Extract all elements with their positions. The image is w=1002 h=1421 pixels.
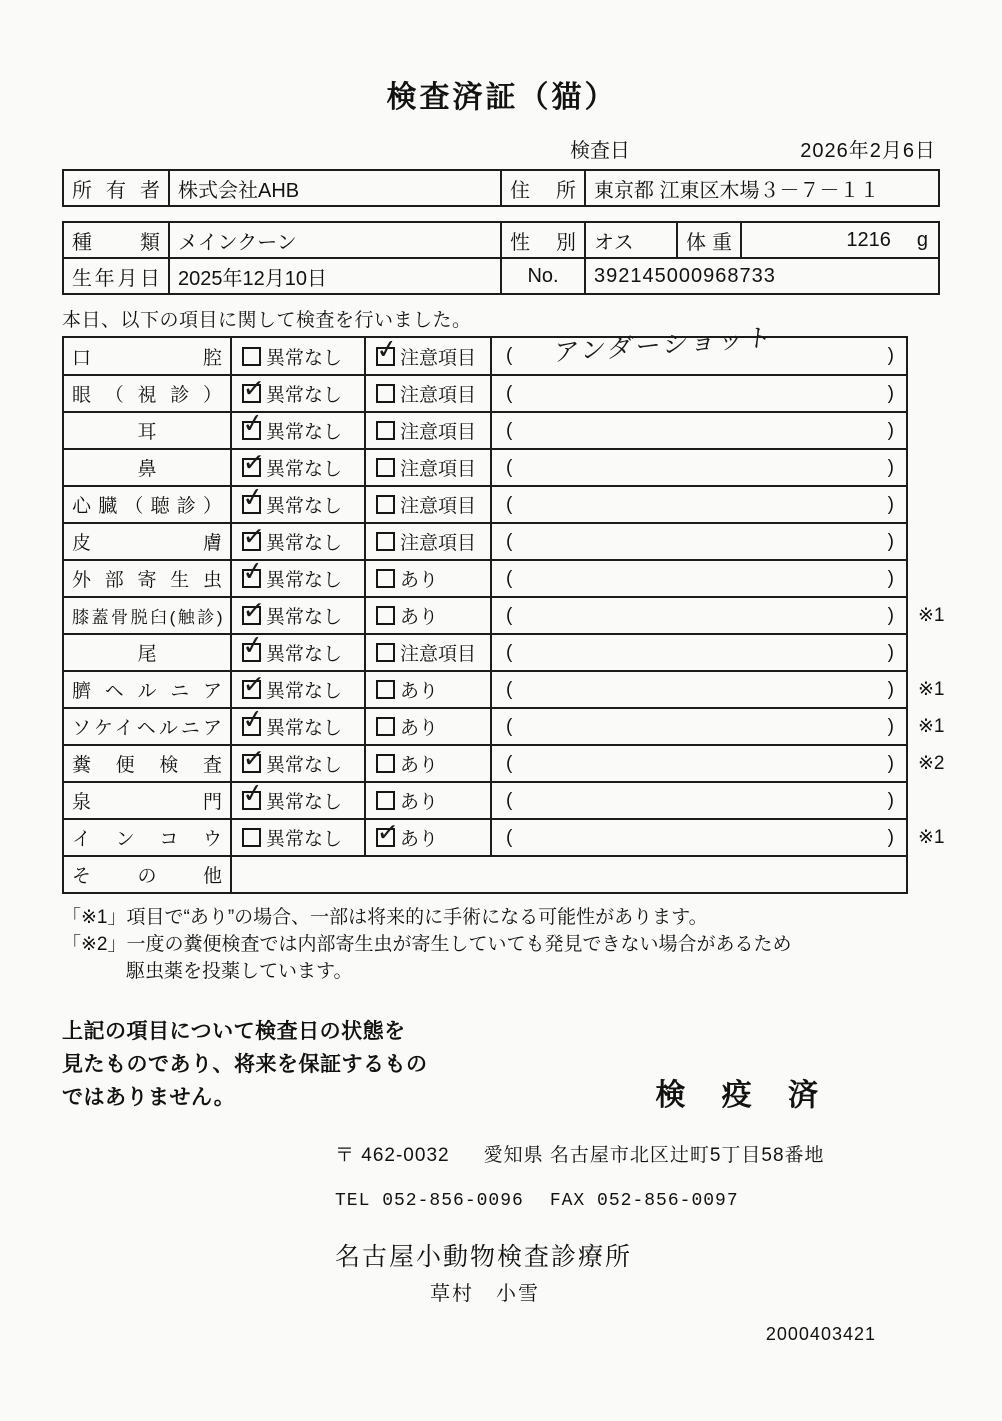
exam-item-label: 臍ヘルニア [63,671,231,708]
footnote-mark [907,375,963,412]
exam-row-inkou [63,819,963,856]
exam-row-ears [63,412,963,449]
handwritten-note: アンダーショット [552,323,777,368]
option-label: 注意項目 [400,422,477,443]
exam-item-label: 眼（視診） [63,375,231,412]
clinic-address-line [335,1140,942,1167]
address-label: 住所 [501,170,585,206]
exam-row-nose [63,449,963,486]
paren-open: ( [506,752,513,774]
paren-close: ) [887,382,894,404]
exam-row-ectoparasites [63,560,963,597]
checkbox-attention [376,495,395,514]
check-mark-icon: ✓ [375,816,400,848]
checkbox-attention [376,458,395,477]
exam-item-label: ソケイヘルニア [63,708,231,745]
option-label: あり [400,681,439,702]
checkbox-normal [241,742,266,774]
option-label: 注意項目 [400,533,477,554]
option-label: 異常なし [266,681,343,702]
checkbox-normal [242,347,261,366]
option-label: あり [400,792,439,813]
exam-row-skin [63,523,963,560]
option-label: 異常なし [266,644,343,665]
disclaimer-line-2: 見たものであり、将来を保証するもの [62,1053,428,1076]
paren-close: ) [887,530,894,552]
paren-open: ( [506,715,513,737]
footnote-mark [907,486,963,523]
exam-row-tail [63,634,963,671]
paren-close: ) [887,345,894,366]
exam-row-other [63,856,963,893]
paren-close: ) [887,752,894,774]
checkbox-attention [376,384,395,403]
footnote-mark [907,856,963,893]
exam-row-fecal [63,745,963,782]
check-mark-icon: ✓ [241,520,266,552]
paren-close: ) [887,715,894,737]
exam-item-label: 耳 [63,412,231,449]
serial-number: 2000403421 [765,1324,876,1344]
breed-row [63,222,939,258]
checkbox-normal [241,446,266,478]
option-label: 異常なし [266,792,343,813]
checkbox-normal [241,520,266,552]
owner-row [63,170,939,206]
option-label: 異常なし [266,385,343,406]
checkbox-present [376,791,395,810]
quarantine-stamp: 検 疫 済 [655,1079,832,1112]
checkbox-normal [241,594,266,626]
clinic-fax: FAX 052-856-0097 [549,1191,739,1211]
footnote-1: 「※1」項目で“あり”の場合、一部は将来的に手術になる可能性があります。 [62,907,708,928]
sex-label: 性別 [501,222,585,258]
paren-close: ) [887,678,894,700]
paren-open: ( [506,456,513,478]
checkbox-normal [240,480,266,514]
paren-close: ) [887,789,894,811]
check-mark-icon: ✓ [241,594,266,626]
footnote-2: 「※2」一度の糞便検査では内部寄生虫が寄生していても発見できない場合があるため [62,934,792,955]
option-label: あり [400,829,439,850]
exam-row-heart [63,486,963,523]
option-label: 異常なし [266,570,343,591]
checkbox-normal [242,828,261,847]
weight-value: 1216 [846,228,891,251]
checkbox-present [376,569,395,588]
exam-row-fontanelle [63,782,963,819]
no-value: 392145000968733 [585,258,939,294]
option-label: 異常なし [266,607,343,628]
owner-label: 所有者 [63,170,169,206]
owner-value: 株式会社AHB [169,170,501,206]
exam-row-umbilical-hernia [63,671,963,708]
option-label: 異常なし [266,755,343,776]
paren-open: ( [506,641,513,663]
exam-item-label: 皮膚 [63,523,231,560]
checkbox-present [376,717,395,736]
paren-open: ( [506,826,513,848]
footnote-mark: ※1 [918,605,945,626]
checkbox-attention [374,332,400,366]
checkbox-attention [376,643,395,662]
paren-close: ) [887,456,894,478]
option-label: 異常なし [266,533,343,554]
exam-item-label: 心臓（聴診） [63,486,231,523]
footnote-mark: ※1 [918,827,945,848]
check-mark-icon: ✓ [240,406,266,440]
owner-table [62,169,940,207]
exam-row-patella [63,597,963,634]
option-label: 注意項目 [400,644,477,665]
exam-item-label: インコウ [63,819,231,856]
exam-item-label: 外部寄生虫 [63,560,231,597]
clinic-postal-code: 〒 462-0032 [335,1145,450,1166]
checkbox-present [376,606,395,625]
exam-item-label: 尾 [63,634,231,671]
footnote-mark [907,337,963,375]
check-mark-icon: ✓ [374,332,400,365]
no-label: No. [501,258,585,294]
footnote-mark [907,412,963,449]
checkbox-normal [241,668,266,700]
paren-open: ( [506,382,513,404]
disclaimer [62,1015,428,1114]
inspection-date-value: 2026年2月6日 [800,140,936,162]
checkbox-normal [240,776,266,810]
check-mark-icon: ✓ [241,372,266,404]
checkbox-attention [376,532,395,551]
breed-label: 種類 [63,222,169,258]
pet-table [62,221,940,295]
paren-open: ( [506,678,513,700]
clinic-name: 名古屋小動物検査診療所 [335,1243,633,1271]
footnote-mark [907,782,963,819]
footnote-mark: ※1 [918,679,945,700]
paren-close: ) [887,567,894,589]
check-mark-icon: ✓ [241,446,266,478]
check-mark-icon: ✓ [240,480,266,514]
clinic-phone-line [335,1191,942,1211]
paren-open: ( [506,345,513,366]
intro-text: 本日、以下の項目に関して検査を行いました。 [62,310,472,331]
clinic-tel: TEL 052-856-0096 [335,1191,524,1211]
option-label: 注意項目 [400,459,477,480]
paren-open: ( [506,419,513,441]
paren-close: ) [887,826,894,848]
option-label: 異常なし [266,496,343,517]
paren-open: ( [506,567,513,589]
exam-item-label: 鼻 [63,449,231,486]
option-label: 異常なし [266,459,343,480]
footnote-2-cont: 駆虫薬を投薬しています。 [126,961,353,982]
option-label: あり [400,570,439,591]
breed-value: メインクーン [169,222,501,258]
inspection-date-row [62,134,942,163]
footnote-mark [907,523,963,560]
paren-open: ( [506,604,513,626]
birth-value: 2025年12月10日 [169,258,501,294]
footnote-mark: ※1 [918,716,945,737]
option-label: あり [400,607,439,628]
checkbox-present [376,680,395,699]
disclaimer-line-3: ではありません。 [62,1086,236,1109]
disclaimer-line-1: 上記の項目について検査日の状態を [62,1020,406,1043]
exam-item-label: 糞便検査 [63,745,231,782]
exam-item-label: 膝蓋骨脱臼(触診) [63,597,231,634]
paren-close: ) [887,641,894,663]
option-label: 異常なし [266,347,343,369]
footnote-mark: ※2 [918,753,945,774]
footnote-mark [907,634,963,671]
checkbox-normal [240,406,266,440]
paren-open: ( [506,493,513,515]
paren-open: ( [506,530,513,552]
paren-open: ( [506,789,513,811]
check-mark-icon: ✓ [241,668,266,700]
footnote-mark [907,449,963,486]
exam-row-eyes [63,375,963,412]
exam-row-inguinal-hernia [63,708,963,745]
option-label: 注意項目 [400,385,477,406]
option-label: 異常なし [266,829,343,850]
option-label: あり [400,718,439,739]
option-label: 異常なし [266,422,343,443]
checkbox-present [375,816,400,848]
exam-item-label: 泉門 [63,782,231,819]
checkbox-normal [240,554,266,588]
paren-close: ) [887,493,894,515]
paren-close: ) [887,604,894,626]
checkbox-present [376,754,395,773]
paren-close: ) [887,419,894,441]
address-value: 東京都 江東区木場３－７－１１ [585,170,939,206]
weight-label: 体重 [677,222,741,258]
option-label: 注意項目 [400,496,477,517]
weight-unit: g [916,228,928,251]
checkbox-normal [241,372,266,404]
check-mark-icon: ✓ [240,776,266,810]
inspection-date-label: 検査日 [570,140,630,162]
option-label: 注意項目 [400,347,477,369]
page-title: 検査済証（猫） [386,81,618,114]
checkbox-normal [240,702,266,736]
veterinarian-name: 草村 小雪 [430,1283,540,1305]
option-label: あり [400,755,439,776]
sex-value: オス [585,222,677,258]
other-empty-cell [231,856,907,893]
exam-row-mouth [63,337,963,375]
checkbox-normal [240,628,266,662]
exam-item-label: その他 [63,856,231,893]
check-mark-icon: ✓ [240,554,266,588]
footnotes [62,904,942,985]
footnote-mark [907,560,963,597]
check-mark-icon: ✓ [240,702,266,736]
weight-cell [741,222,939,258]
exam-item-label: 口腔 [63,337,231,375]
checkbox-attention [376,421,395,440]
option-label: 異常なし [266,718,343,739]
birth-row [63,258,939,294]
clinic-address: 愛知県 名古屋市北区辻町5丁目58番地 [483,1145,825,1166]
exam-table [62,323,964,894]
birth-label: 生年月日 [63,258,169,294]
check-mark-icon: ✓ [240,628,266,662]
check-mark-icon: ✓ [241,742,266,774]
